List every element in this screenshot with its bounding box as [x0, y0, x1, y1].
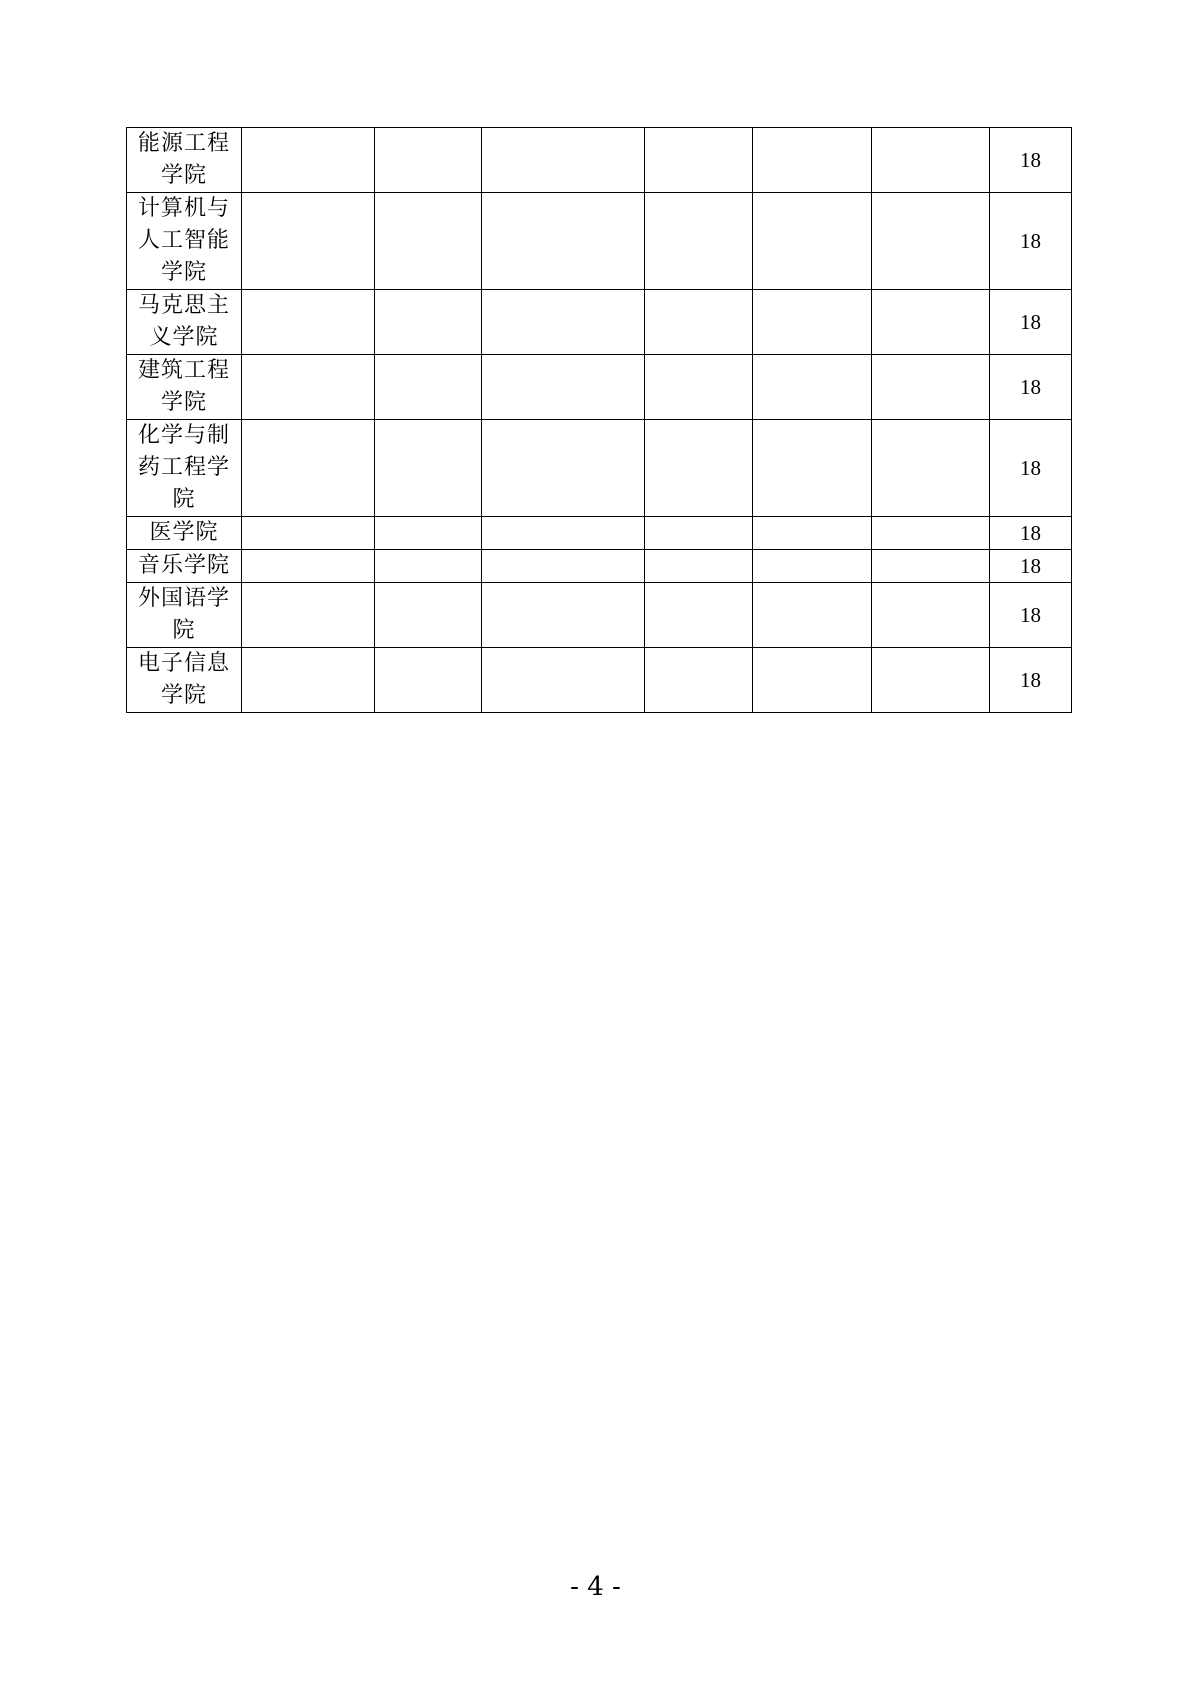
value-cell: 18 [990, 517, 1072, 550]
empty-cell [375, 550, 482, 583]
table-row [127, 290, 1072, 355]
empty-cell [753, 550, 872, 583]
empty-cell [375, 290, 482, 355]
empty-cell [872, 517, 990, 550]
empty-cell [375, 420, 482, 517]
empty-cell [872, 420, 990, 517]
empty-cell [872, 648, 990, 713]
empty-cell [482, 648, 645, 713]
empty-cell [872, 583, 990, 648]
value-cell: 18 [990, 193, 1072, 290]
empty-cell [645, 420, 753, 517]
table-row [127, 550, 1072, 583]
data-table [126, 127, 1072, 713]
empty-cell [753, 355, 872, 420]
empty-cell [645, 355, 753, 420]
empty-cell [872, 290, 990, 355]
empty-cell [753, 290, 872, 355]
empty-cell [645, 128, 753, 193]
value-cell: 18 [990, 290, 1072, 355]
empty-cell [375, 583, 482, 648]
empty-cell [242, 290, 375, 355]
college-name: 计算机与人工智能学院 [127, 193, 242, 290]
empty-cell [375, 193, 482, 290]
empty-cell [482, 128, 645, 193]
empty-cell [645, 517, 753, 550]
college-name: 建筑工程学院 [127, 355, 242, 420]
empty-cell [753, 648, 872, 713]
empty-cell [753, 193, 872, 290]
empty-cell [645, 290, 753, 355]
empty-cell [375, 128, 482, 193]
empty-cell [872, 128, 990, 193]
page-number: - 4 - [570, 1572, 621, 1602]
empty-cell [482, 290, 645, 355]
empty-cell [753, 128, 872, 193]
college-name: 医学院 [127, 517, 242, 550]
empty-cell [242, 128, 375, 193]
empty-cell [242, 517, 375, 550]
value-cell: 18 [990, 128, 1072, 193]
empty-cell [753, 420, 872, 517]
college-name: 能源工程学院 [127, 128, 242, 193]
college-name: 外国语学院 [127, 583, 242, 648]
table-row [127, 193, 1072, 290]
empty-cell [872, 355, 990, 420]
empty-cell [872, 193, 990, 290]
empty-cell [645, 193, 753, 290]
empty-cell [645, 583, 753, 648]
college-name: 音乐学院 [127, 550, 242, 583]
value-cell: 18 [990, 355, 1072, 420]
value-cell: 18 [990, 420, 1072, 517]
table-row [127, 648, 1072, 713]
college-name: 化学与制药工程学院 [127, 420, 242, 517]
value-cell: 18 [990, 550, 1072, 583]
empty-cell [482, 550, 645, 583]
table-row [127, 128, 1072, 193]
value-cell: 18 [990, 648, 1072, 713]
empty-cell [242, 648, 375, 713]
empty-cell [482, 420, 645, 517]
empty-cell [375, 517, 482, 550]
empty-cell [645, 550, 753, 583]
table-row [127, 583, 1072, 648]
empty-cell [482, 517, 645, 550]
empty-cell [482, 355, 645, 420]
table-row [127, 355, 1072, 420]
table-row [127, 517, 1072, 550]
empty-cell [753, 583, 872, 648]
empty-cell [482, 193, 645, 290]
empty-cell [872, 550, 990, 583]
empty-cell [645, 648, 753, 713]
empty-cell [242, 550, 375, 583]
college-name: 电子信息学院 [127, 648, 242, 713]
empty-cell [753, 517, 872, 550]
empty-cell [375, 648, 482, 713]
empty-cell [242, 583, 375, 648]
table-row [127, 420, 1072, 517]
empty-cell [482, 583, 645, 648]
empty-cell [242, 420, 375, 517]
college-name: 马克思主义学院 [127, 290, 242, 355]
empty-cell [242, 193, 375, 290]
value-cell: 18 [990, 583, 1072, 648]
empty-cell [375, 355, 482, 420]
empty-cell [242, 355, 375, 420]
